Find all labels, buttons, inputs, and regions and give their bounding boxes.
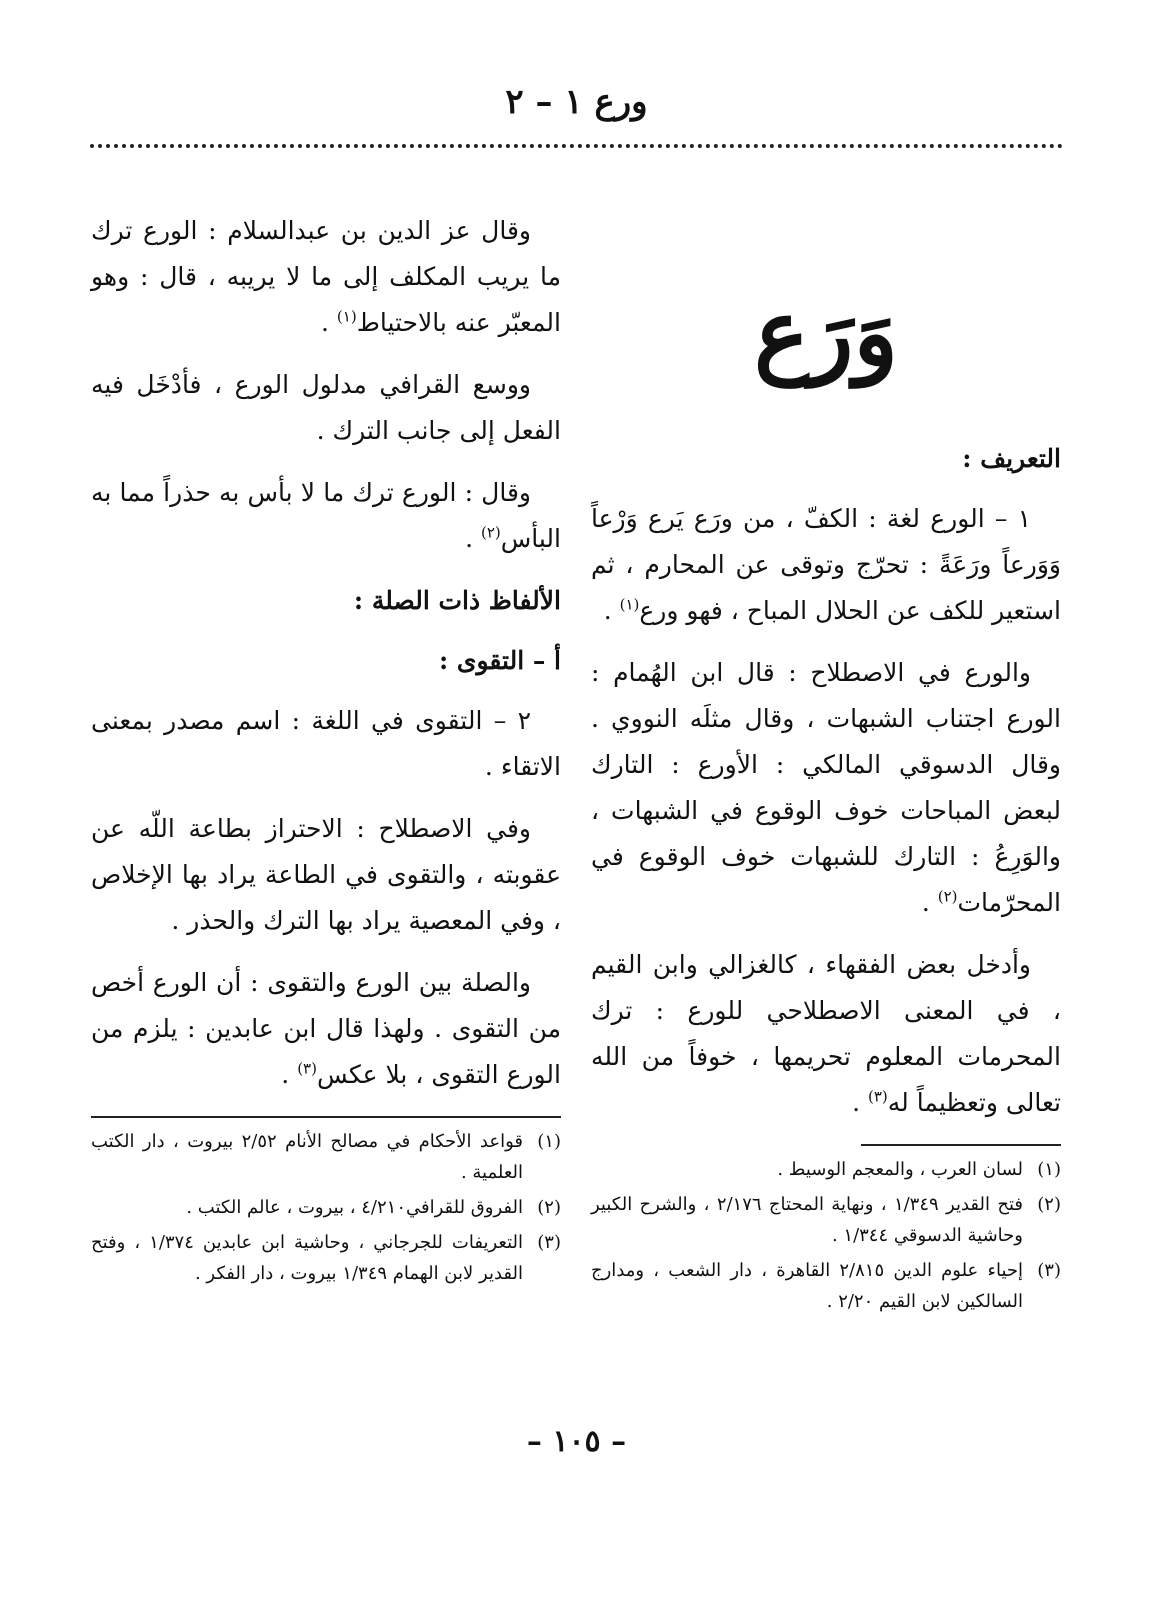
footnote-ref: (١) xyxy=(619,595,640,614)
footnote-number: (٣) xyxy=(1037,1260,1061,1281)
paragraph-text: ١ – الورع لغة : الكفّ ، من ورَع يَرع وَرْعاً وَوَرعاً ورَعَةً : تحرّج وتوقى عن المحارم ، ثم استعير للكف عن الحلال المباح ، فهو ورع xyxy=(591,504,1061,625)
footnote-text: إحياء علوم الدين ٢/٨١٥ القاهرة ، دار الشعب ، ومدارج السالكين لابن القيم ٢/٢٠ . xyxy=(591,1260,1023,1312)
paragraph-text: والورع في الاصطلاح : قال ابن الهُمام : الورع اجتناب الشبهات ، وقال مثلَه النووي . وقال الدسوقي المالكي : الأورع : التارك لبعض المباحات خوف الوقوع في الشبهات ، والوَرِعُ : التارك للشبهات خوف الوقوع في المحرّمات xyxy=(591,658,1061,917)
footnote xyxy=(591,1189,1061,1251)
footnote-separator xyxy=(861,1144,1061,1146)
running-title: ورع ١ – ٢ xyxy=(505,82,648,122)
footnote xyxy=(591,1255,1061,1317)
paragraph-text: وفي الاصطلاح : الاحتراز بطاعة اللّه عن عقوبته ، والتقوى في الطاعة يراد بها الإخلاص ، وفي المعصية يراد بها الترك والحذر . xyxy=(91,814,561,935)
footnotes xyxy=(91,1126,561,1289)
right-column xyxy=(591,208,1061,1321)
footnote-number: (١) xyxy=(1037,1159,1061,1180)
paragraph: والصلة بين الورع والتقوى : أن الورع أخص من التقوى . ولهذا قال ابن عابدين : يلزم من الورع التقوى ، بلا عكس$^{(٣)}$ . xyxy=(91,968,561,1089)
footnote-text: لسان العرب ، والمعجم الوسيط . xyxy=(777,1159,1023,1180)
paragraph: وقال : الورع ترك ما لا بأس به حذراً مما به البأس$^{(٢)}$ . xyxy=(91,478,561,553)
paragraph-text: وقال عز الدين بن عبدالسلام : الورع ترك ما يريب المكلف إلى ما لا يريبه ، قال : وهو المعبّر عنه بالاحتياط xyxy=(91,216,561,337)
page-header xyxy=(80,82,1073,142)
footnote-ref: (١) xyxy=(336,307,357,326)
paragraph: ١ – الورع لغة : الكفّ ، من ورَع يَرع وَرْعاً وَوَرعاً ورَعَةً : تحرّج وتوقى عن المحارم ، ثم استعير للكف عن الحلال المباح ، فهو ورع$^{(١)}$ . xyxy=(591,504,1061,625)
paragraph-text: ووسع القرافي مدلول الورع ، فأدْخَل فيه الفعل إلى جانب الترك . xyxy=(91,370,561,445)
paragraph-text: والصلة بين الورع والتقوى : أن الورع أخص من التقوى . ولهذا قال ابن عابدين : يلزم من الورع التقوى ، بلا عكس xyxy=(91,968,561,1089)
footnote xyxy=(91,1126,561,1188)
footnote-ref: (٣) xyxy=(868,1087,888,1106)
footnote-text: قواعد الأحكام في مصالح الأنام ٢/٥٢ بيروت ، دار الكتب العلمية . xyxy=(91,1131,524,1183)
footnote-number: (٢) xyxy=(537,1197,561,1218)
footnote xyxy=(91,1192,561,1223)
paragraph: وأدخل بعض الفقهاء ، كالغزالي وابن القيم ، في المعنى الاصطلاحي للورع : ترك المحرمات المعلوم تحريمها ، خوفاً من الله تعالى وتعظيماً له$^{(٣)}$ . xyxy=(591,950,1061,1117)
paragraph: وقال عز الدين بن عبدالسلام : الورع ترك ما يريب المكلف إلى ما لا يريبه ، قال : وهو المعبّر عنه بالاحتياط$^{(١)}$ . xyxy=(91,216,561,337)
page-number: – ١٠٥ – xyxy=(526,1424,627,1459)
footnote xyxy=(91,1227,561,1289)
footnote-text: الفروق للقرافي٤/٢١٠ ، بيروت ، عالم الكتب . xyxy=(186,1197,523,1218)
footnote-ref: (٣) xyxy=(297,1059,317,1078)
paragraph-text: ٢ – التقوى في اللغة : اسم مصدر بمعنى الاتقاء . xyxy=(91,706,561,781)
paragraph: والورع في الاصطلاح : قال ابن الهُمام : الورع اجتناب الشبهات ، وقال مثلَه النووي . وقال الدسوقي المالكي : الأورع : التارك لبعض المباحات خوف الوقوع في الشبهات ، والوَرِعُ : التارك للشبهات خوف الوقوع في المحرّمات$^{(٢)}$ . xyxy=(591,658,1061,917)
dotted-rule xyxy=(90,144,1063,148)
related-terms-heading: الألفاظ ذات الصلة : xyxy=(353,586,561,615)
subheading-taqwa: أ – التقوى : xyxy=(438,646,561,675)
paragraph xyxy=(91,698,561,790)
footnote-ref: (٢) xyxy=(937,887,958,906)
footnote-number: (١) xyxy=(537,1131,561,1152)
footnote-number: (٢) xyxy=(1037,1194,1061,1215)
left-column xyxy=(91,208,561,1293)
paragraph xyxy=(91,806,561,944)
footnotes xyxy=(591,1154,1061,1317)
footnote-ref: (٢) xyxy=(480,523,501,542)
definition-heading: التعريف : xyxy=(962,444,1061,473)
footnote xyxy=(591,1154,1061,1185)
paragraph-text: وقال : الورع ترك ما لا بأس به حذراً مما به البأس xyxy=(91,478,561,553)
paragraph xyxy=(91,362,561,454)
footnote-text: فتح القدير ١/٣٤٩ ، ونهاية المحتاج ٢/١٧٦ ، والشرح الكبير وحاشية الدسوقي ١/٣٤٤ . xyxy=(591,1194,1023,1246)
footnote-text: التعريفات للجرجاني ، وحاشية ابن عابدين ١/٣٧٤ ، وفتح القدير لابن الهمام ١/٣٤٩ بيروت ، دار الفكر . xyxy=(91,1232,523,1284)
footnote-separator xyxy=(91,1116,561,1118)
entry-title: وَرَع xyxy=(754,279,898,387)
paragraph-text: وأدخل بعض الفقهاء ، كالغزالي وابن القيم ، في المعنى الاصطلاحي للورع : ترك المحرمات المعلوم تحريمها ، خوفاً من الله تعالى وتعظيماً له xyxy=(591,950,1061,1117)
footnote-number: (٣) xyxy=(537,1232,561,1253)
